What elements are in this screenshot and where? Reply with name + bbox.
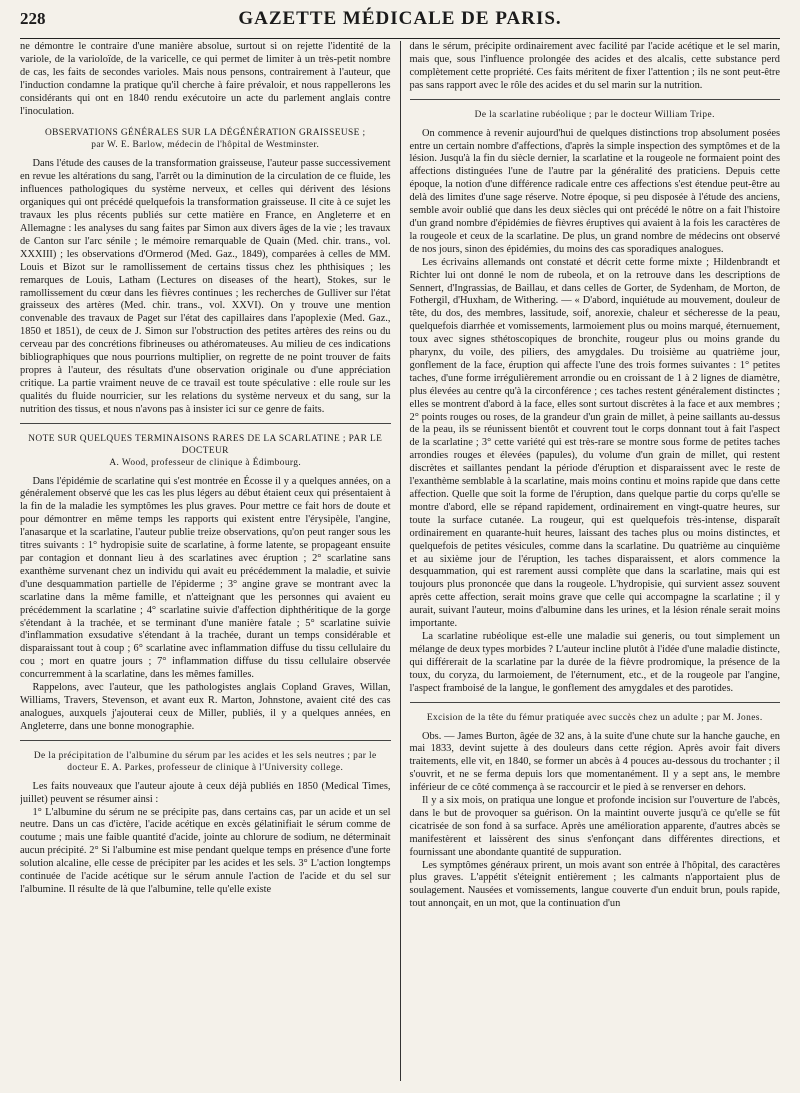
article-body-excision-2: Il y a six mois, on pratiqua une longue et profonde incision sur l'ouverture de l'abcès, dans le but de provoquer sa guérison. On la maintint ouverte jusqu'à ce qu'elle se fût cicatrisée de son fond à sa surface. Après une amélioration apparente, d'autres abcès se manifestèrent et laissèrent des sinus s'enfonçant dans différentes directions, et fournissant une abondante quantité de suppuration. xyxy=(409,795,780,858)
article-author-barlow: par W. E. Barlow, médecin de l'hôpital de Westminster. xyxy=(91,140,320,151)
article-body-scarlatine-wood-2: Rappelons, avec l'auteur, que les pathologistes anglais Copland Graves, Willan, Williams, Travers, Stevenson, et avant eux R. Marton, Johnstone, avaient cité des cas analogues, auxquels j'ajouterai ceux de Miller, publiés, il y a quelques années, en Angleterre, dans une bonne monographie. xyxy=(20,682,391,732)
masthead-title: GAZETTE MÉDICALE DE PARIS. xyxy=(238,8,562,29)
article-title-degeneration xyxy=(20,127,391,151)
header-rule xyxy=(20,38,780,39)
article-body-rubeolique-3: La scarlatine rubéolique est-elle une maladie sui generis, ou tout simplement un mélange de deux types morbides ? L'auteur incline plutôt à l'idée d'une maladie distincte, qui différerait de la scarlatine par la durée de la fièvre prodromique, la présence de la toux, du coryza, du larmoiement, de l'éternument, etc., et de la rougeole par l'angine, l'aspect framboisé de la langue, le gonflement des amygdales et des parotides. xyxy=(409,630,780,694)
article-body-degeneration: Dans l'étude des causes de la transformation graisseuse, l'auteur passe successivement en revue les altérations du sang, l'arrêt ou la diminution de la circulation de ce fluide, les influences pathologiques du système nerveux, et celles qui dérivent des lésions organiques qui ont précédé quelquefois la transformation graisseuse. Il cite à ce sujet les travaux les plus récents publiés sur cette matière en France, en Angleterre et en Allemagne : les analyses du sang faites par Simon aux divers âges de la vie ; les travaux de Canton sur l'arc sénile ; le mémoire remarquable de Quain (Med. chir. trans., vol. XXXIII) ; les observations d'Ormerod (Med. Gaz., 1849), comparées à celles de MM. Louis et Bizot sur le ramollissement de certains tissus chez les phthisiques ; les remarques de Louis, Latham (Lectures on diseases of the heart), Stokes, sur le ramollissement du cœur dans les fièvres continues ; les recherches de Gulliver sur l'état graisseux des artères (Med. chir. trans., vol. XXVI). On y trouve une mention convenable des travaux de Paget sur l'état des capillaires dans l'apoplexie (Med. Gaz., 1850 et 1851), de ceux de J. Simon sur l'obstruction des petites artères des reins ou du cerveau par des concrétions fibrineuses ou athéromateuses. Au milieu de ces indications bibliographiques que nous pourrions multiplier, on regrette de ne point trouver de faits propres à l'auteur, des résultats d'une observation originale ou d'une appréciation critique. La partie vraiment neuve de ce travail est toute spéculative : elle roule sur les qualités du fluide nourricier, sur les relations du système nerveux et du sang, sur la nutrition des tissus, et nous n'avons pas à insister ici sur ce genre de faits. xyxy=(20,158,391,415)
right-column xyxy=(400,41,781,1081)
article-title-scarlatine-rubeolique: De la scarlatine rubéolique ; par le docteur William Tripe. xyxy=(474,109,715,120)
article-body-excision-1: Obs. — James Burton, âgée de 32 ans, à la suite d'une chute sur la hanche gauche, en mai 1833, devint sujette à des douleurs dans cette région. Après avoir fait divers traitements, elle vit, en 1840, se former un abcès à 4 pouces au-dessous du trochanter ; il s'ouvrit, et ne se ferma depuis lors que momentanément. Il y a sept ans, le membre inférieur de ce côté commença à se raccourcir et le pied à se renverser en dehors. xyxy=(409,730,780,794)
text-columns xyxy=(20,41,780,1081)
article-separator xyxy=(20,423,391,424)
article-body-albumine-intro: Les faits nouveaux que l'auteur ajoute à ceux déjà publiés en 1850 (Medical Times, juillet) peuvent se résumer ainsi : xyxy=(20,780,391,805)
left-paragraph-continued: ne démontre le contraire d'une manière absolue, surtout si on rejette l'identité de la variole, de la varioloïde, de la varicelle, ce qui permet de limiter à un très-petit nombre de cas, les faits de secondes varioles. Mais nous pensons, contrairement à l'auteur, que l'induction condamne la pratique qu'il cherche à faire prévaloir, et nous rappellerons les considérants qui ont en 1840 rendu exécutoire un acte du parlement anglais contre l'inoculation. xyxy=(20,41,391,117)
article-separator xyxy=(20,740,391,741)
article-body-excision-3: Les symptômes généraux prirent, un mois avant son entrée à l'hôpital, des caractères plus graves. L'appétit s'éteignit entièrement ; les calmants n'apportaient plus de soulagement. Nausées et vomissements, langue couverte d'un enduit brun, pouls rapide, tout annonçait, en un mot, que la continuation d'un xyxy=(409,859,780,910)
right-paragraph-continued: dans le sérum, précipite ordinairement avec facilité par l'acide acétique et le sel marin, mais que, sous l'influence prolongée des acides et des alcalis, cette substance perd complètement cette propriété. Ces faits méritent de fixer l'attention ; ils ne sont peut-être pas sans rapport avec le rôle des acides et du sel marin sur la nutrition. xyxy=(409,41,780,91)
article-author-wood: A. Wood, professeur de clinique à Édimbourg. xyxy=(109,457,302,468)
article-body-albumine: 1° L'albumine du sérum ne se précipite pas, dans certains cas, par un acide et un sel neutre. Dans un cas d'ictère, l'acide acétique en excès gélatinifiait le sérum comme de coutume ; mais une faible quantité d'acide, jointe au chlorure de sodium, ne déterminait aucun précipité. 2° Si l'albumine est mise pendant quelque temps en présence d'une forte solution alcaline, elle cesse de précipiter par les acides et les sels. 3° L'action longtemps continuée de l'acide acétique sur le sérum annule l'action de l'acide et du sel sur l'albumine. Il résulte de là que l'albumine, telle qu'elle existe xyxy=(20,806,391,895)
page-header xyxy=(20,8,780,32)
article-title-scarlatine-wood-line: NOTE SUR QUELQUES TERMINAISONS RARES DE LA SCARLATINE ; PAR LE DOCTEUR xyxy=(28,433,383,456)
page-number: 228 xyxy=(20,9,46,28)
article-separator xyxy=(410,99,781,100)
article-title-scarlatine-wood xyxy=(20,433,391,469)
article-title-degeneration-line: OBSERVATIONS GÉNÉRALES SUR LA DÉGÉNÉRATION GRAISSEUSE ; xyxy=(44,128,366,139)
article-title-excision-femur: Excision de la tête du fémur pratiquée avec succès chez un adulte ; par M. Jones. xyxy=(426,712,763,723)
article-separator xyxy=(410,702,781,703)
article-body-rubeolique-2: Les écrivains allemands ont constaté et décrit cette forme mixte ; Hildenbrandt et Richter lui ont donné le nom de rubeola, et on la retrouve dans les descriptions de Sennert, d'Ingrassias, de Baillau, et dans celles de Gorter, de Sydenham, de Morton, de Fothergil, d'Huxham, de Withering. — « D'abord, inquiétude au mouvement, douleur de tête, du dos, des membres, lassitude, soif, anorexie, chaleur et sécheresse de la peau, quelquefois diarrhée et vomissements, larmoiement plus ou moins marqué, éternuement, toux avec signes sthétoscopiques de bronchite, rougeur plus ou moins grande du pharynx, du voile, des piliers, des amygdales. Du troisième au quatrième jour, gonflement de la face, éruption qui affecte l'une des trois formes suivantes : 1° petites taches, d'une forme irrégulièrement arrondie ou en croissant de 1 à 2 lignes de diamètre, plus élevées au centre qu'à la circonférence ; ces taches restent généralement distinctes ; elles se montrent d'abord à la face, elles sont surtout discrètes à la face et aux membres ; 2° points rouges ou roses, de la grandeur d'un grain de millet, à peine saillants au-dessus de la peau, ils se réunissent bientôt et couvrent tout le corps donnant tout à fait l'aspect de la scarlatine ; 3° cette variété qui est très-rare se montre sous forme de petites taches arrondies rouges et élevées (papules), du volume d'un grain de millet, qui restent discrètes et saillantes pendant la période d'éruption et disparaissent avec le reste de l'exanthème semblable à la scarlatine, mais moins continu et moins rapide que dans cette affection. Quelle que soit la forme de l'éruption, dans quelque partie du corps qu'elle se montre d'abord, elle se répand rapidement, ordinairement en vingt-quatre heures, sur toute la surface cutanée. La rougeur, qui est quelquefois très-intense, disparaît ordinairement en quarante-huit heures, laissant des taches plus ou moins distinctes, et quelquefois de petites vésicules, comme dans la scarlatine. Du quatrième au cinquième et au sixième jour de l'éruption, les taches disparaissent, et alors commence la desquammation, qui est rarement aussi complète que dans la scarlatine, mais qui est toujours plus prononcée que dans la rougeole. L'hydropisie, qui survient assez souvent après cette affection, serait moins grave que celle qui accompagne la scarlatine ; il y aurait, suivant l'auteur, moins d'albumine dans les urines, et la lésion rénale serait moins importante. xyxy=(409,256,780,630)
article-body-scarlatine-wood: Dans l'épidémie de scarlatine qui s'est montrée en Écosse il y a quelques années, on a généralement observé que les cas les plus légers au début étaient ceux qui présentaient à la fin de la maladie les symptômes les plus graves. Pour mettre ce fait hors de doute et pour démontrer en même temps les rapports qui existent entre l'érysipèle, l'angine, l'anasarque et la scarlatine, l'auteur publie treize observations, qu'on peut ranger sous les titres suivants : 1° hydropisie suite de scarlatine, à forme latente, se propageant ensuite par contagion et donnant lieu à des scarlatines avec éruption ; 2° scarlatine sans exanthème survenant chez un individu qui avait eu précédemment la maladie, et suivie d'une desquammation partielle de l'épiderme ; 3° angine grave se montrant avec la scarlatine dans la même famille, et n'atteignant que les personnes qui avaient eu précédemment la scarlatine ; 4° scarlatine suivie d'affection diphthéritique de la gorge s'étendant à la trachée, et se terminant d'une manière fatale ; 5° scarlatine suivie d'inflammation exsudative s'étendant à la trachée, durant un temps considérable et disparaissant tout à coup ; 6° scarlatine avec inflammation diffuse du tissu cellulaire du cou ; mort en quatre jours ; 7° inflammation diffuse du tissu cellulaire observée concurremment à la scarlatine, dans les mêmes familles. xyxy=(20,475,391,681)
left-column xyxy=(20,41,400,1081)
article-body-rubeolique-1: On commence à revenir aujourd'hui de quelques distinctions trop absolument posées entre un certain nombre d'affections, d'après la simple inspection des symptômes et de la lésion. Jusqu'à la fin du siècle dernier, la scarlatine et la rougeole ne formaient point des affections distinguées l'une de l'autre par la généralité des praticiens. Depuis cette époque, la notion d'une différence radicale entre ces affections s'est étendue peut-être au delà des limites d'une sage réserve. Notre époque, si peu disposée à l'étude des anciens, semble avoir oublié que dans les deux siècles qui ont précédé le nôtre on a fait l'histoire d'un grand nombre d'épidémies de fièvres éruptives qui avaient à la fois les caractères de la rougeole et ceux de la scarlatine. De plus, un grand nombre de médecins ont observé de nos jours, sinon des épidémies, du moins des cas sporadiques analogues. xyxy=(409,127,780,255)
article-title-albumine: De la précipitation de l'albumine du sérum par les acides et les sels neutres ; par le docteur E. A. Parkes, professeur de clinique à l'University college. xyxy=(33,750,377,773)
